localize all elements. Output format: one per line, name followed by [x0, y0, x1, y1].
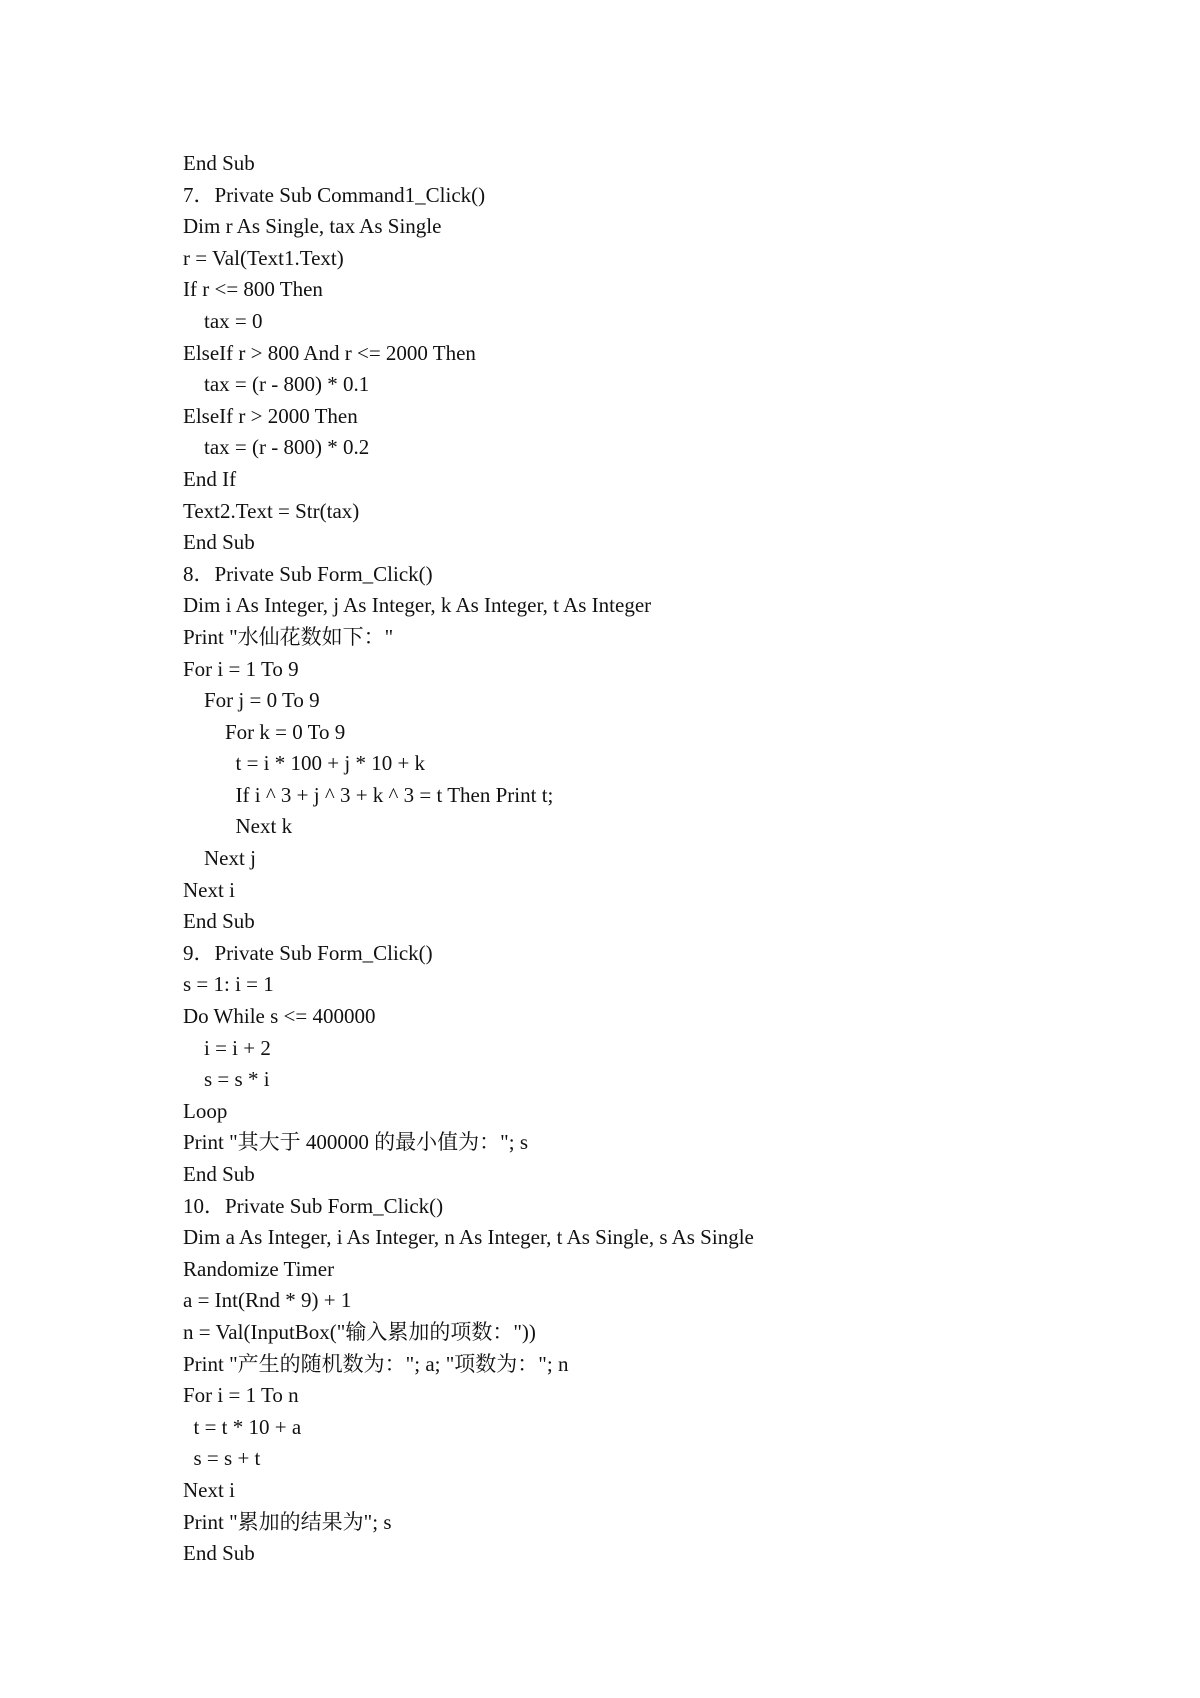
code-listing — [183, 148, 1143, 1570]
code-line: s = 1: i = 1 — [183, 972, 274, 997]
code-line: i = i + 2 — [204, 1035, 271, 1060]
code-line: Next i — [183, 877, 235, 902]
code-line: Print "产生的随机数为："; a; "项数为："; n — [183, 1351, 569, 1376]
code-line: tax = 0 — [204, 308, 263, 333]
code-line: n = Val(InputBox("输入累加的项数：")) — [183, 1319, 536, 1344]
code-line: For j = 0 To 9 — [204, 688, 320, 713]
code-line: End Sub — [183, 909, 255, 934]
code-line: For i = 1 To 9 — [183, 656, 299, 681]
code-line: tax = (r - 800) * 0.2 — [204, 435, 370, 460]
code-line: 10．Private Sub Form_Click() — [183, 1193, 444, 1218]
code-line: If r <= 800 Then — [183, 277, 323, 302]
code-line: For k = 0 To 9 — [225, 719, 346, 744]
code-line: 9．Private Sub Form_Click() — [183, 940, 433, 965]
code-line: Text2.Text = Str(tax) — [183, 498, 360, 523]
code-line: End Sub — [183, 1541, 255, 1566]
code-line: t = i * 100 + j * 10 + k — [235, 751, 426, 776]
code-line: If i ^ 3 + j ^ 3 + k ^ 3 = t Then Print t; — [235, 782, 554, 807]
code-line: s = s * i — [204, 1067, 270, 1092]
code-line: Print "其大于 400000 的最小值为："; s — [183, 1130, 528, 1155]
code-line: a = Int(Rnd * 9) + 1 — [183, 1288, 352, 1313]
code-line: Next k — [235, 814, 293, 839]
code-line: r = Val(Text1.Text) — [183, 245, 344, 270]
code-line: For i = 1 To n — [183, 1383, 299, 1408]
code-line: Randomize Timer — [183, 1256, 335, 1281]
code-line: ElseIf r > 800 And r <= 2000 Then — [183, 340, 476, 365]
code-line: 7．Private Sub Command1_Click() — [183, 182, 486, 207]
code-line: Do While s <= 400000 — [183, 1004, 376, 1029]
code-line: tax = (r - 800) * 0.1 — [204, 372, 370, 397]
code-line: Dim r As Single, tax As Single — [183, 214, 442, 239]
code-line: t = t * 10 + a — [193, 1414, 302, 1439]
code-line: Dim i As Integer, j As Integer, k As Integer, t As Integer — [183, 593, 652, 618]
code-line: End If — [183, 466, 237, 491]
code-line: Dim a As Integer, i As Integer, n As Integer, t As Single, s As Single — [183, 1225, 754, 1250]
code-line: Print "水仙花数如下：" — [183, 624, 394, 649]
code-line: s = s + t — [193, 1446, 261, 1471]
code-line: End Sub — [183, 1162, 255, 1186]
code-line: ElseIf r > 2000 Then — [183, 403, 358, 428]
code-line: 8．Private Sub Form_Click() — [183, 561, 433, 586]
code-line: Loop — [183, 1098, 228, 1123]
code-line: Print "累加的结果为"; s — [183, 1509, 392, 1534]
code-line: End Sub — [183, 530, 255, 555]
code-line: End Sub — [183, 151, 255, 175]
code-line: Next i — [183, 1477, 235, 1502]
code-line: Next j — [204, 846, 256, 871]
